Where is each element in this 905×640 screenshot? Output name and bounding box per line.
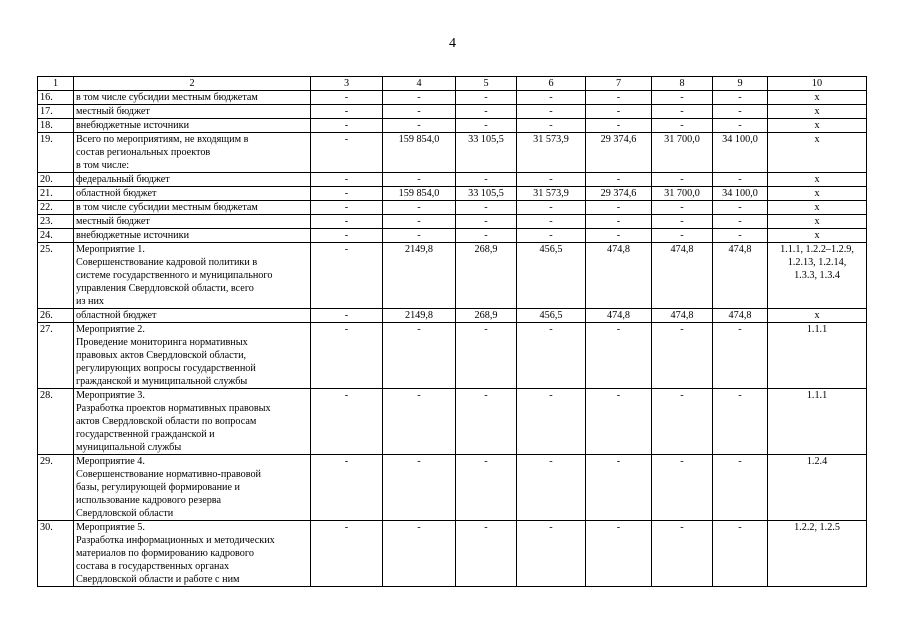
description-line: Разработка информационных и методических	[76, 535, 275, 546]
description-line: состав региональных проектов	[76, 147, 211, 158]
header-cell-7: 7	[586, 77, 652, 91]
row-number-cell: 22.	[38, 201, 74, 215]
value-cell-c5: -	[456, 389, 517, 455]
target-indicator-line: 1.1.1	[806, 390, 828, 401]
value-cell-c7: -	[586, 521, 652, 587]
table-row	[38, 309, 867, 323]
header-cell-3: 3	[311, 77, 383, 91]
target-indicator-cell	[768, 323, 867, 389]
value-cell-c8: -	[652, 173, 713, 187]
program-table	[37, 76, 867, 587]
value-cell-c9: -	[713, 119, 768, 133]
description-cell	[74, 119, 311, 133]
value-cell-c8: -	[652, 229, 713, 243]
row-number-cell: 26.	[38, 309, 74, 323]
header-cell-6: 6	[517, 77, 586, 91]
value-cell-c6: 456,5	[517, 243, 586, 309]
description-line: Совершенствование кадровой политики в	[76, 257, 258, 268]
table-row	[38, 133, 867, 173]
target-indicator-line: 1.1.1, 1.2.2–1.2.9,	[780, 244, 854, 255]
value-cell-c3: -	[311, 215, 383, 229]
page-number: 4	[449, 36, 456, 51]
value-cell-c3: -	[311, 309, 383, 323]
header-cell-1: 1	[38, 77, 74, 91]
description-line: гражданской и муниципальной службы	[76, 376, 248, 387]
value-cell-c5: 268,9	[456, 309, 517, 323]
value-cell-c6: -	[517, 201, 586, 215]
value-cell-c4: -	[383, 201, 456, 215]
description-line: Мероприятие 1.	[76, 244, 145, 255]
value-cell-c9: -	[713, 455, 768, 521]
description-cell	[74, 243, 311, 309]
target-indicator-line: x	[814, 174, 820, 185]
description-line: Свердловской области и работе с ним	[76, 574, 240, 585]
value-cell-c7: -	[586, 229, 652, 243]
value-cell-c3: -	[311, 187, 383, 201]
table-row	[38, 173, 867, 187]
description-line: Свердловской области	[76, 508, 174, 519]
value-cell-c9: -	[713, 229, 768, 243]
target-indicator-cell	[768, 187, 867, 201]
target-indicator-cell	[768, 521, 867, 587]
value-cell-c6: -	[517, 105, 586, 119]
value-cell-c6: -	[517, 389, 586, 455]
header-cell-9: 9	[713, 77, 768, 91]
value-cell-c3: -	[311, 521, 383, 587]
value-cell-c6: -	[517, 455, 586, 521]
row-number-cell: 29.	[38, 455, 74, 521]
target-indicator-cell	[768, 119, 867, 133]
description-line: состава в государственных органах	[76, 561, 230, 572]
target-indicator-line: x	[814, 310, 820, 321]
value-cell-c4: -	[383, 105, 456, 119]
table-row	[38, 229, 867, 243]
value-cell-c9: -	[713, 521, 768, 587]
description-line: государственной гражданской и	[76, 429, 215, 440]
row-number-cell: 24.	[38, 229, 74, 243]
description-line: Всего по мероприятиям, не входящим в	[76, 134, 249, 145]
value-cell-c6: 31 573,9	[517, 133, 586, 173]
target-indicator-line: x	[814, 134, 820, 145]
description-line: муниципальной службы	[76, 442, 182, 453]
description-line: в том числе:	[76, 160, 130, 171]
description-line: Мероприятие 3.	[76, 390, 145, 401]
description-line: управления Свердловской области, всего	[76, 283, 254, 294]
value-cell-c6: -	[517, 215, 586, 229]
value-cell-c9: -	[713, 105, 768, 119]
value-cell-c5: 268,9	[456, 243, 517, 309]
value-cell-c5: -	[456, 215, 517, 229]
value-cell-c4: -	[383, 323, 456, 389]
value-cell-c8: -	[652, 91, 713, 105]
value-cell-c7: 29 374,6	[586, 133, 652, 173]
description-cell	[74, 215, 311, 229]
target-indicator-line: 1.2.4	[806, 456, 828, 467]
value-cell-c8: -	[652, 389, 713, 455]
table-row	[38, 187, 867, 201]
description-line: из них	[76, 296, 105, 307]
description-line: в том числе субсидии местным бюджетам	[76, 92, 258, 103]
value-cell-c4: -	[383, 91, 456, 105]
value-cell-c3: -	[311, 91, 383, 105]
row-number-cell: 17.	[38, 105, 74, 119]
value-cell-c8: -	[652, 521, 713, 587]
target-indicator-line: x	[814, 216, 820, 227]
description-line: Разработка проектов нормативных правовых	[76, 403, 271, 414]
row-number-cell: 21.	[38, 187, 74, 201]
value-cell-c7: 474,8	[586, 309, 652, 323]
value-cell-c3: -	[311, 243, 383, 309]
value-cell-c5: -	[456, 455, 517, 521]
value-cell-c5: -	[456, 229, 517, 243]
value-cell-c6: 31 573,9	[517, 187, 586, 201]
description-line: Мероприятие 2.	[76, 324, 145, 335]
value-cell-c5: -	[456, 323, 517, 389]
table-row	[38, 215, 867, 229]
description-line: областной бюджет	[76, 310, 157, 321]
table-row	[38, 389, 867, 455]
value-cell-c8: 474,8	[652, 243, 713, 309]
target-indicator-cell	[768, 133, 867, 173]
description-cell	[74, 187, 311, 201]
value-cell-c3: -	[311, 229, 383, 243]
value-cell-c8: -	[652, 201, 713, 215]
value-cell-c9: -	[713, 323, 768, 389]
value-cell-c9: 34 100,0	[713, 187, 768, 201]
target-indicator-line: x	[814, 106, 820, 117]
target-indicator-cell	[768, 243, 867, 309]
description-cell	[74, 455, 311, 521]
value-cell-c4: 159 854,0	[383, 187, 456, 201]
value-cell-c8: -	[652, 323, 713, 389]
description-cell	[74, 229, 311, 243]
description-cell	[74, 91, 311, 105]
value-cell-c6: 456,5	[517, 309, 586, 323]
value-cell-c9: 34 100,0	[713, 133, 768, 173]
row-number-cell: 28.	[38, 389, 74, 455]
value-cell-c6: -	[517, 323, 586, 389]
value-cell-c7: -	[586, 323, 652, 389]
value-cell-c3: -	[311, 119, 383, 133]
value-cell-c9: -	[713, 389, 768, 455]
value-cell-c7: -	[586, 119, 652, 133]
target-indicator-line: x	[814, 202, 820, 213]
target-indicator-cell	[768, 389, 867, 455]
table-row	[38, 201, 867, 215]
value-cell-c9: -	[713, 215, 768, 229]
header-cell-8: 8	[652, 77, 713, 91]
description-line: Совершенствование нормативно-правовой	[76, 469, 262, 480]
description-line: Мероприятие 4.	[76, 456, 145, 467]
description-cell	[74, 309, 311, 323]
description-line: регулирующих вопросы государственной	[76, 363, 256, 374]
value-cell-c8: -	[652, 215, 713, 229]
value-cell-c7: 29 374,6	[586, 187, 652, 201]
description-cell	[74, 105, 311, 119]
value-cell-c3: -	[311, 455, 383, 521]
value-cell-c5: 33 105,5	[456, 133, 517, 173]
value-cell-c3: -	[311, 323, 383, 389]
row-number-cell: 25.	[38, 243, 74, 309]
value-cell-c9: 474,8	[713, 309, 768, 323]
description-line: Мероприятие 5.	[76, 522, 145, 533]
description-cell	[74, 521, 311, 587]
table-row	[38, 105, 867, 119]
row-number-cell: 16.	[38, 91, 74, 105]
header-cell-5: 5	[456, 77, 517, 91]
description-line: областной бюджет	[76, 188, 157, 199]
value-cell-c9: -	[713, 173, 768, 187]
value-cell-c8: 474,8	[652, 309, 713, 323]
target-indicator-line: 1.2.13, 1.2.14,	[787, 257, 847, 268]
value-cell-c7: 474,8	[586, 243, 652, 309]
row-number-cell: 30.	[38, 521, 74, 587]
value-cell-c5: -	[456, 201, 517, 215]
value-cell-c4: -	[383, 229, 456, 243]
value-cell-c4: -	[383, 455, 456, 521]
value-cell-c5: -	[456, 91, 517, 105]
description-line: использование кадрового резерва	[76, 495, 222, 506]
value-cell-c4: -	[383, 173, 456, 187]
target-indicator-line: x	[814, 188, 820, 199]
value-cell-c8: 31 700,0	[652, 133, 713, 173]
target-indicator-line: 1.2.2, 1.2.5	[794, 522, 840, 533]
value-cell-c6: -	[517, 229, 586, 243]
row-number-cell: 18.	[38, 119, 74, 133]
target-indicator-line: x	[814, 92, 820, 103]
value-cell-c8: -	[652, 119, 713, 133]
description-line: внебюджетные источники	[76, 120, 190, 131]
value-cell-c5: -	[456, 521, 517, 587]
value-cell-c5: -	[456, 119, 517, 133]
value-cell-c7: -	[586, 455, 652, 521]
value-cell-c7: -	[586, 201, 652, 215]
description-cell	[74, 389, 311, 455]
table-row	[38, 91, 867, 105]
description-line: актов Свердловской области по вопросам	[76, 416, 257, 427]
value-cell-c6: -	[517, 91, 586, 105]
description-line: правовых актов Свердловской области,	[76, 350, 247, 361]
target-indicator-line: 1.1.1	[806, 324, 828, 335]
target-indicator-cell	[768, 201, 867, 215]
value-cell-c7: -	[586, 91, 652, 105]
description-cell	[74, 323, 311, 389]
value-cell-c5: -	[456, 173, 517, 187]
value-cell-c4: -	[383, 389, 456, 455]
value-cell-c6: -	[517, 119, 586, 133]
value-cell-c5: -	[456, 105, 517, 119]
target-indicator-line: x	[814, 230, 820, 241]
description-line: системе государственного и муниципального	[76, 270, 273, 281]
value-cell-c8: -	[652, 105, 713, 119]
header-cell-4: 4	[383, 77, 456, 91]
value-cell-c6: -	[517, 521, 586, 587]
value-cell-c9: 474,8	[713, 243, 768, 309]
header-cell-2: 2	[74, 77, 311, 91]
value-cell-c4: 2149,8	[383, 243, 456, 309]
table-row	[38, 243, 867, 309]
table-row	[38, 323, 867, 389]
value-cell-c4: -	[383, 119, 456, 133]
description-line: федеральный бюджет	[76, 174, 170, 185]
value-cell-c3: -	[311, 133, 383, 173]
description-line: в том числе субсидии местным бюджетам	[76, 202, 258, 213]
description-cell	[74, 173, 311, 187]
value-cell-c7: -	[586, 215, 652, 229]
row-number-cell: 23.	[38, 215, 74, 229]
target-indicator-cell	[768, 173, 867, 187]
table-row	[38, 521, 867, 587]
description-line: внебюджетные источники	[76, 230, 190, 241]
value-cell-c8: 31 700,0	[652, 187, 713, 201]
description-cell	[74, 201, 311, 215]
table-header-row	[38, 77, 867, 91]
value-cell-c7: -	[586, 105, 652, 119]
value-cell-c4: -	[383, 215, 456, 229]
value-cell-c3: -	[311, 201, 383, 215]
description-line: местный бюджет	[76, 216, 150, 227]
value-cell-c4: -	[383, 521, 456, 587]
target-indicator-cell	[768, 309, 867, 323]
value-cell-c4: 159 854,0	[383, 133, 456, 173]
value-cell-c3: -	[311, 173, 383, 187]
value-cell-c6: -	[517, 173, 586, 187]
value-cell-c5: 33 105,5	[456, 187, 517, 201]
row-number-cell: 27.	[38, 323, 74, 389]
target-indicator-cell	[768, 455, 867, 521]
description-line: Проведение мониторинга нормативных	[76, 337, 248, 348]
target-indicator-cell	[768, 105, 867, 119]
table-row	[38, 119, 867, 133]
value-cell-c7: -	[586, 389, 652, 455]
value-cell-c7: -	[586, 173, 652, 187]
target-indicator-line: 1.3.3, 1.3.4	[794, 270, 840, 281]
target-indicator-cell	[768, 215, 867, 229]
value-cell-c8: -	[652, 455, 713, 521]
description-cell	[74, 133, 311, 173]
row-number-cell: 20.	[38, 173, 74, 187]
description-line: материалов по формированию кадрового	[76, 548, 254, 559]
description-line: базы, регулирующей формирование и	[76, 482, 241, 493]
value-cell-c3: -	[311, 389, 383, 455]
value-cell-c4: 2149,8	[383, 309, 456, 323]
target-indicator-line: x	[814, 120, 820, 131]
table-row	[38, 455, 867, 521]
target-indicator-cell	[768, 91, 867, 105]
value-cell-c9: -	[713, 91, 768, 105]
target-indicator-cell	[768, 229, 867, 243]
value-cell-c3: -	[311, 105, 383, 119]
header-cell-10: 10	[768, 77, 867, 91]
row-number-cell: 19.	[38, 133, 74, 173]
description-line: местный бюджет	[76, 106, 150, 117]
value-cell-c9: -	[713, 201, 768, 215]
